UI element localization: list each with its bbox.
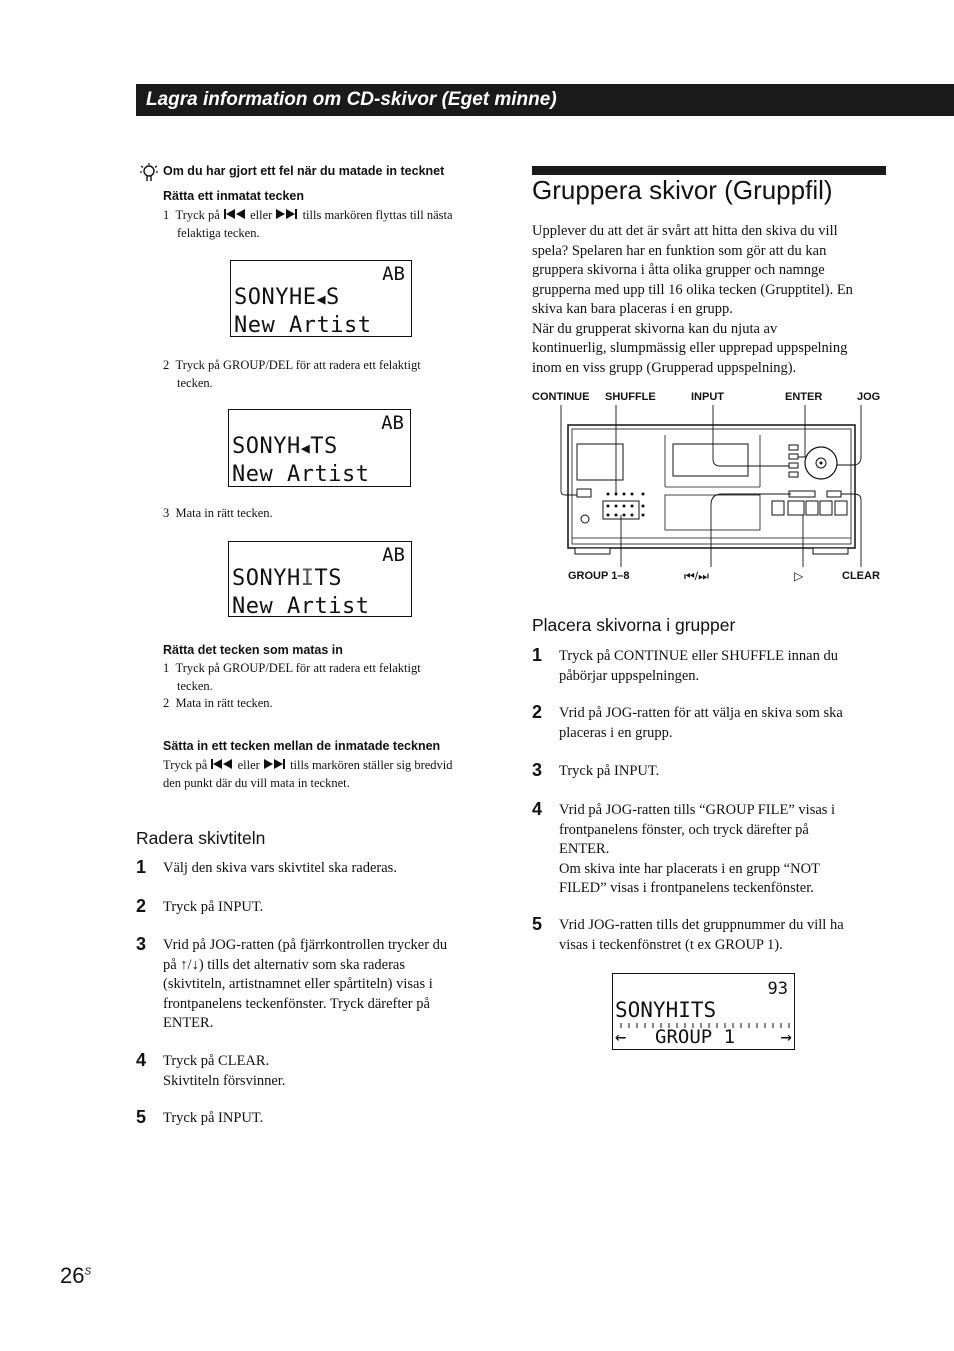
tip-step-2-cont: tecken. — [177, 376, 213, 390]
placera-title: Placera skivorna i grupper — [532, 615, 736, 635]
step-text: eller — [250, 208, 273, 222]
lcd-display-group — [612, 973, 795, 1050]
label-input: INPUT — [691, 391, 724, 403]
skip-forward-icon — [263, 759, 287, 769]
cursor-icon: ◀ — [300, 439, 311, 457]
label-play: ▷ — [794, 569, 804, 583]
step-number: 5 — [532, 914, 543, 934]
step-number: 1 — [163, 208, 170, 222]
tip-t-step-2: 2 Mata in rätt tecken. — [163, 696, 273, 710]
radera-step-2: Tryck på INPUT. — [163, 899, 264, 915]
tip-step-2: 2 Tryck på GROUP/DEL för att radera ett felaktigt — [163, 358, 421, 372]
blinking-cursor: I — [300, 566, 315, 591]
lcd-line-1: SONYHE◀S — [234, 285, 340, 310]
tip-subheading-2: Rätta det tecken som matas in — [163, 643, 343, 657]
section-rule — [532, 166, 886, 175]
placera-step-1: Tryck på CONTINUE eller SHUFFLE innan du påbörjar uppspelningen. — [559, 648, 838, 684]
tip-u-text: Tryck på eller tills markören ställer sig bredvid — [163, 758, 453, 772]
label-enter: ENTER — [785, 391, 823, 403]
tip-title: Om du har gjort ett fel när du matade in tecknet — [163, 164, 445, 178]
radera-title: Radera skivtiteln — [136, 828, 266, 848]
lcd-display-3 — [228, 541, 412, 617]
placera-step-4: Vrid på JOG-ratten tills “GROUP FILE” visas i frontpanelens fönster, och tryck därefter på ENTER. Om skiva inte har placerats i en grupp “NOT FILED” visas i frontpanelens teckenfönster. — [559, 802, 836, 896]
tip-step-3: 3 Mata in rätt tecken. — [163, 506, 273, 520]
lcd-line-1: SONYH◀TS — [232, 434, 338, 459]
skip-back-icon — [223, 209, 247, 219]
radera-step-3: Vrid på JOG-ratten (på fjärrkontrollen trycker du på ↑/↓) tills det alternativ som ska raderas (skivtiteln, artistnamnet eller spårtiteln) visas i frontpanelens teckenfönster. Tryck därefter på ENTER. — [163, 937, 448, 1031]
lcd-disc-number: 93 — [767, 979, 788, 999]
tip-step-1-cont: felaktiga tecken. — [177, 226, 260, 240]
lcd-right-arrow: → — [780, 1026, 792, 1048]
lcd-line-2: New Artist — [234, 313, 372, 338]
gruppera-title: Gruppera skivor (Gruppfil) — [532, 175, 833, 205]
step-text: Tryck på — [175, 208, 220, 222]
tip-t-step-1-cont: tecken. — [177, 679, 213, 693]
skip-back-icon — [210, 759, 234, 769]
step-number: 2 — [532, 702, 543, 722]
page-number: $26^S$ — [60, 1263, 92, 1288]
placera-step-3: Tryck på INPUT. — [559, 763, 660, 779]
lcd-ab: AB — [382, 263, 405, 285]
step-number: 1 — [136, 857, 147, 877]
cd-player-diagram — [555, 405, 875, 567]
radera-step-4: Tryck på CLEAR. Skivtiteln försvinner. — [163, 1053, 286, 1089]
lcd-line-2: GROUP 1 — [655, 1026, 736, 1048]
label-skip: ⏮/⏭ — [684, 569, 709, 583]
placera-step-2: Vrid på JOG-ratten för att välja en skiva som ska placeras i en grupp. — [559, 705, 843, 741]
gruppera-intro: Upplever du att det är svårt att hitta den skiva du vill spela? Spelaren har en funktion som gör att du kan gruppera skivorna i åtta olika grupper och namnge grupperna med upp till 16 olika tecken (Grupptitel). En skiva kan bara placeras i en grupp. När du grupperat skivorna kan du njuta av kontinuerlig, slumpmässig eller upprepad uppspelning inom en viss grupp (Grupperad uppspelning). — [532, 223, 853, 376]
label-jog: JOG — [857, 391, 881, 403]
lcd-ab: AB — [382, 544, 405, 566]
label-continue: CONTINUE — [532, 391, 590, 403]
step-number: 4 — [136, 1050, 147, 1070]
section-header: Lagra information om CD-skivor (Eget minne) — [136, 84, 954, 116]
radera-step-5: Tryck på INPUT. — [163, 1110, 264, 1126]
tip-u-text-cont: den punkt där du vill mata in tecknet. — [163, 776, 350, 790]
tip-t-step-1: 1 Tryck på GROUP/DEL för att radera ett felaktigt — [163, 661, 421, 675]
cursor-icon: ◀ — [316, 290, 327, 308]
skip-forward-icon — [275, 209, 299, 219]
tip-step-1 — [163, 207, 453, 224]
label-clear: CLEAR — [842, 570, 880, 582]
step-text: tills markören flyttas till nästa — [302, 208, 453, 222]
tip-subheading-1: Rätta ett inmatat tecken — [163, 189, 305, 203]
lcd-display-1 — [230, 260, 412, 337]
lcd-display-2 — [228, 409, 411, 487]
lightbulb-icon — [139, 162, 159, 184]
step-number: 5 — [136, 1107, 147, 1127]
step-number: 3 — [136, 934, 147, 954]
lcd-ab: AB — [381, 412, 404, 434]
tip-subheading-3: Sätta in ett tecken mellan de inmatade tecknen — [163, 739, 441, 753]
lcd-line-2: New Artist — [232, 462, 370, 487]
lcd-line-1: SONYHITS — [232, 566, 342, 591]
radera-step-1: Välj den skiva vars skivtitel ska raderas. — [163, 860, 397, 876]
placera-step-5: Vrid JOG-ratten tills det gruppnummer du vill ha visas i teckenfönstret (t ex GROUP 1). — [559, 917, 844, 953]
step-number: 2 — [136, 896, 147, 916]
lcd-line-1: SONYHITS — [615, 998, 717, 1022]
label-group: GROUP 1–8 — [568, 570, 630, 582]
step-number: 3 — [532, 760, 543, 780]
lcd-line-2: New Artist — [232, 594, 370, 619]
step-number: 1 — [532, 645, 543, 665]
label-shuffle: SHUFFLE — [605, 391, 656, 403]
step-number: 4 — [532, 799, 543, 819]
lcd-left-arrow: ← — [615, 1026, 627, 1048]
